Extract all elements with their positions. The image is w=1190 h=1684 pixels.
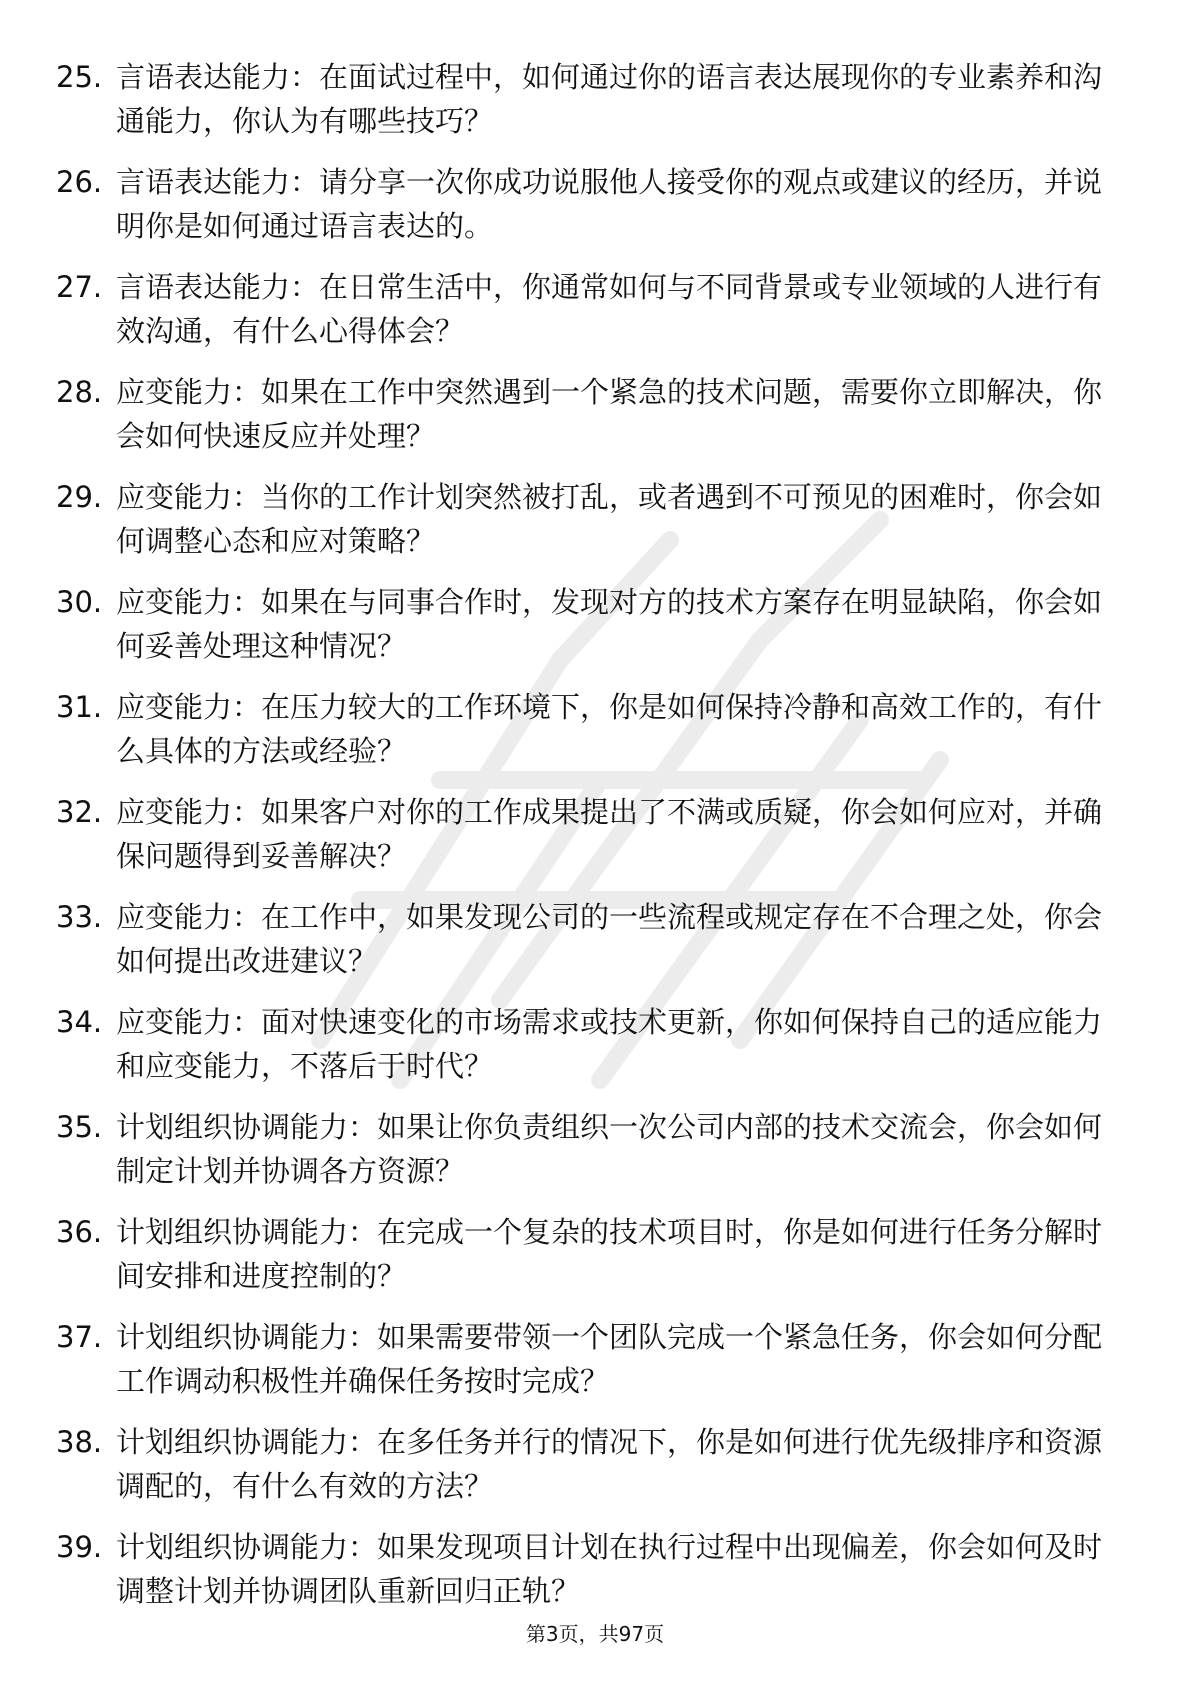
- question-number: 34.: [56, 1005, 103, 1039]
- question-item-30: [56, 580, 1126, 685]
- question-item-32: [56, 790, 1126, 895]
- question-text: 应变能力：当你的工作计划突然被打乱，或者遇到不可预见的困难时，你会如何调整心态和应对策略？: [116, 480, 1103, 558]
- question-number: 36.: [56, 1215, 103, 1249]
- question-item-34: [56, 1000, 1126, 1105]
- question-number: 33.: [56, 900, 103, 934]
- question-text: 应变能力：如果在与同事合作时，发现对方的技术方案存在明显缺陷，你会如何妥善处理这种情况？: [116, 585, 1103, 663]
- question-text: 应变能力：如果在工作中突然遇到一个紧急的技术问题，需要你立即解决，你会如何快速反应并处理？: [116, 375, 1103, 453]
- question-item-35: [56, 1105, 1126, 1210]
- question-text: 计划组织协调能力：在完成一个复杂的技术项目时，你是如何进行任务分解时间安排和进度控制的？: [116, 1215, 1103, 1293]
- question-number: 37.: [56, 1320, 103, 1354]
- question-text: 计划组织协调能力：如果让你负责组织一次公司内部的技术交流会，你会如何制定计划并协调各方资源？: [116, 1110, 1103, 1188]
- question-number: 32.: [56, 795, 103, 829]
- question-item-26: [56, 160, 1126, 265]
- question-number: 28.: [56, 375, 103, 409]
- question-number: 30.: [56, 585, 103, 619]
- question-item-29: [56, 475, 1126, 580]
- question-item-36: [56, 1210, 1126, 1315]
- question-item-25: [56, 55, 1126, 160]
- question-item-38: [56, 1420, 1126, 1525]
- question-item-31: [56, 685, 1126, 790]
- question-number: 39.: [56, 1530, 103, 1564]
- question-number: 31.: [56, 690, 103, 724]
- question-text: 计划组织协调能力：如果发现项目计划在执行过程中出现偏差，你会如何及时调整计划并协调团队重新回归正轨？: [116, 1530, 1103, 1608]
- page-footer: 第3页，共97页: [525, 1622, 665, 1646]
- question-number: 25.: [56, 60, 103, 94]
- question-number: 26.: [56, 165, 103, 199]
- question-number: 35.: [56, 1110, 103, 1144]
- question-item-33: [56, 895, 1126, 1000]
- question-item-39: [56, 1525, 1126, 1630]
- question-text: 应变能力：面对快速变化的市场需求或技术更新，你如何保持自己的适应能力和应变能力，不落后于时代？: [116, 1005, 1103, 1083]
- question-number: 29.: [56, 480, 103, 514]
- question-item-27: [56, 265, 1126, 370]
- question-item-37: [56, 1315, 1126, 1420]
- question-text: 应变能力：在压力较大的工作环境下，你是如何保持冷静和高效工作的，有什么具体的方法或经验？: [116, 690, 1103, 768]
- question-text: 言语表达能力：请分享一次你成功说服他人接受你的观点或建议的经历，并说明你是如何通过语言表达的。: [116, 165, 1103, 243]
- question-text: 计划组织协调能力：在多任务并行的情况下，你是如何进行优先级排序和资源调配的，有什么有效的方法？: [116, 1425, 1103, 1503]
- question-number: 38.: [56, 1425, 103, 1459]
- question-text: 计划组织协调能力：如果需要带领一个团队完成一个紧急任务，你会如何分配工作调动积极性并确保任务按时完成？: [116, 1320, 1103, 1398]
- question-text: 应变能力：在工作中，如果发现公司的一些流程或规定存在不合理之处，你会如何提出改进建议？: [116, 900, 1103, 978]
- question-list: [56, 55, 1126, 1630]
- question-number: 27.: [56, 270, 103, 304]
- question-text: 言语表达能力：在日常生活中，你通常如何与不同背景或专业领域的人进行有效沟通，有什么心得体会？: [116, 270, 1103, 348]
- question-item-28: [56, 370, 1126, 475]
- question-text: 应变能力：如果客户对你的工作成果提出了不满或质疑，你会如何应对，并确保问题得到妥善解决？: [116, 795, 1103, 873]
- question-text: 言语表达能力：在面试过程中，如何通过你的语言表达展现你的专业素养和沟通能力，你认为有哪些技巧？: [116, 60, 1103, 138]
